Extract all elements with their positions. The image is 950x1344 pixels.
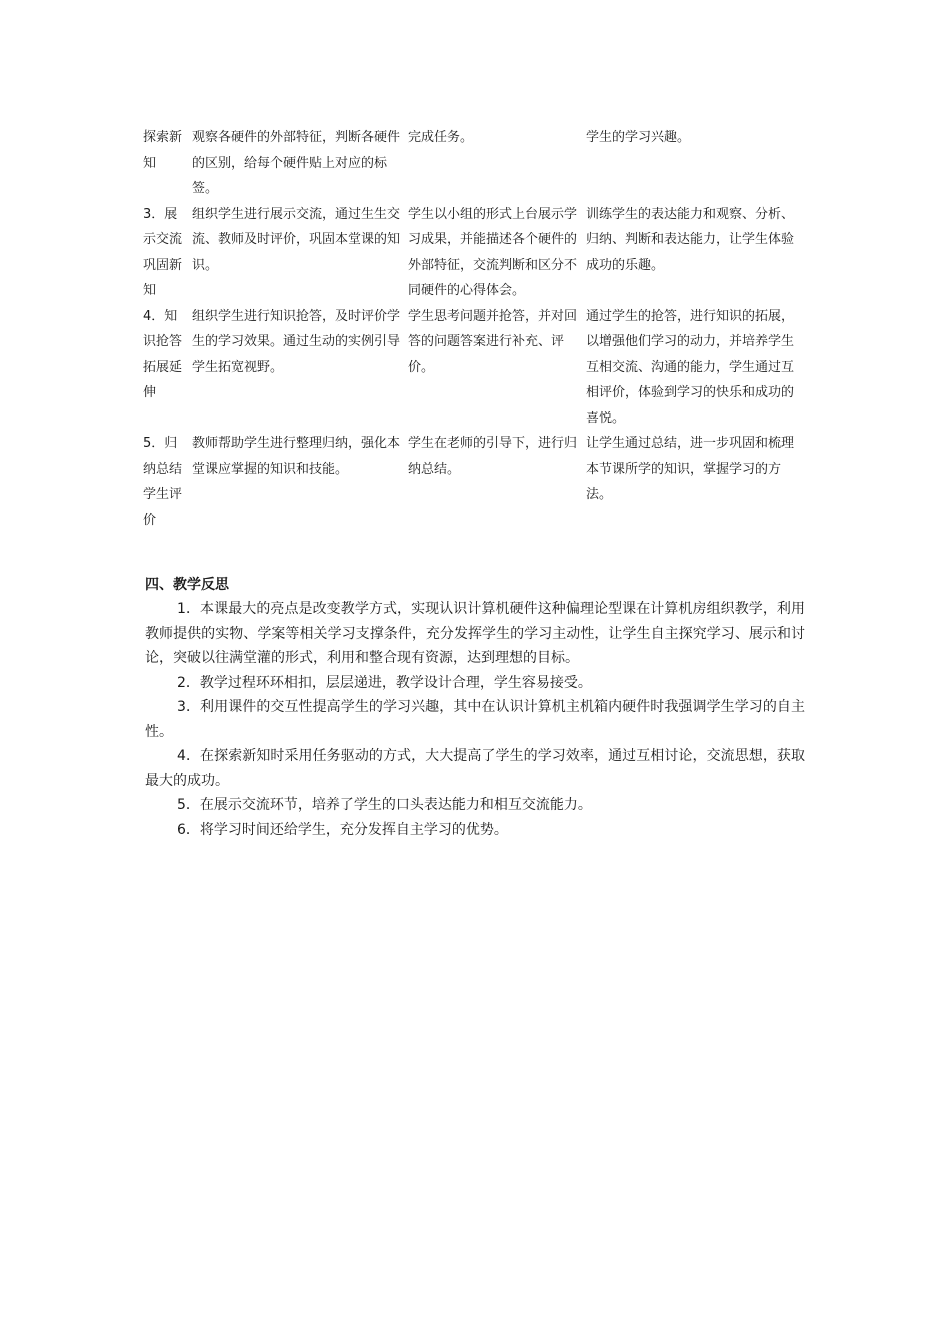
design-intent-cell: 让学生通过总结，进一步巩固和梳理本节课所学的知识，掌握学习的方法。 [586, 436, 795, 502]
stage-cell: 3．展示交流巩固新知 [143, 206, 183, 298]
design-intent-cell: 训练学生的表达能力和观察、分析、归纳、判断和表达能力，让学生体验成功的乐趣。 [586, 206, 795, 273]
design-intent-cell: 学生的学习兴趣。 [586, 130, 691, 145]
reflection-paragraph: 6．将学习时间还给学生，充分发挥自主学习的优势。 [177, 821, 508, 838]
stage-cell: 5．归纳总结学生评价 [143, 436, 183, 528]
reflection-paragraph: 3．利用课件的交互性提高学生的学习兴趣，其中在认识计算机主机箱内硬件时我强调学生学习的自主性。 [145, 699, 805, 740]
reflection-section [145, 575, 805, 842]
student-activity-cell: 完成任务。 [408, 130, 474, 145]
section-heading: 四、教学反思 [145, 577, 229, 593]
table-row [143, 202, 803, 304]
student-activity-cell: 学生以小组的形式上台展示学习成果，并能描述各个硬件的外部特征，交流判断和区分不同硬件的心得体会。 [408, 206, 578, 298]
stage-cell: 4．知识抢答拓展延伸 [143, 308, 183, 400]
reflection-paragraph: 4．在探索新知时采用任务驱动的方式，大大提高了学生的学习效率，通过互相讨论，交流思想，获取最大的成功。 [145, 748, 805, 789]
reflection-paragraph: 5．在展示交流环节，培养了学生的口头表达能力和相互交流能力。 [177, 797, 592, 813]
student-activity-cell: 学生思考问题并抢答，并对回答的问题答案进行补充、评价。 [408, 308, 578, 375]
table-row [143, 431, 803, 533]
lesson-plan-table [143, 125, 803, 533]
design-intent-cell: 通过学生的抢答，进行知识的拓展，以增强他们学习的动力，并培养学生互相交流、沟通的能力，学生通过互相评价，体验到学习的快乐和成功的喜悦。 [586, 308, 795, 426]
table-row [143, 304, 803, 432]
student-activity-cell: 学生在老师的引导下，进行归纳总结。 [408, 436, 578, 477]
teacher-activity-cell: 组织学生进行展示交流，通过生生交流、教师及时评价，巩固本堂课的知识。 [192, 206, 401, 273]
table-row [143, 125, 803, 202]
teacher-activity-cell: 教师帮助学生进行整理归纳，强化本堂课应掌握的知识和技能。 [192, 436, 401, 477]
reflection-paragraph: 2．教学过程环环相扣，层层递进，教学设计合理，学生容易接受。 [177, 674, 592, 691]
teacher-activity-cell: 组织学生进行知识抢答，及时评价学生的学习效果。通过生动的实例引导学生拓宽视野。 [192, 308, 401, 375]
stage-cell: 探索新知 [143, 130, 183, 171]
reflection-paragraph: 1．本课最大的亮点是改变教学方式，实现认识计算机硬件这种偏理论型课在计算机房组织教学，利用教师提供的实物、学案等相关学习支撑条件，充分发挥学生的学习主动性，让学生自主探究学习、展示和讨论，突破以往满堂灌的形式，利用和整合现有资源，达到理想的目标。 [145, 601, 805, 666]
teacher-activity-cell: 观察各硬件的外部特征，判断各硬件的区别，给每个硬件贴上对应的标签。 [192, 130, 401, 196]
